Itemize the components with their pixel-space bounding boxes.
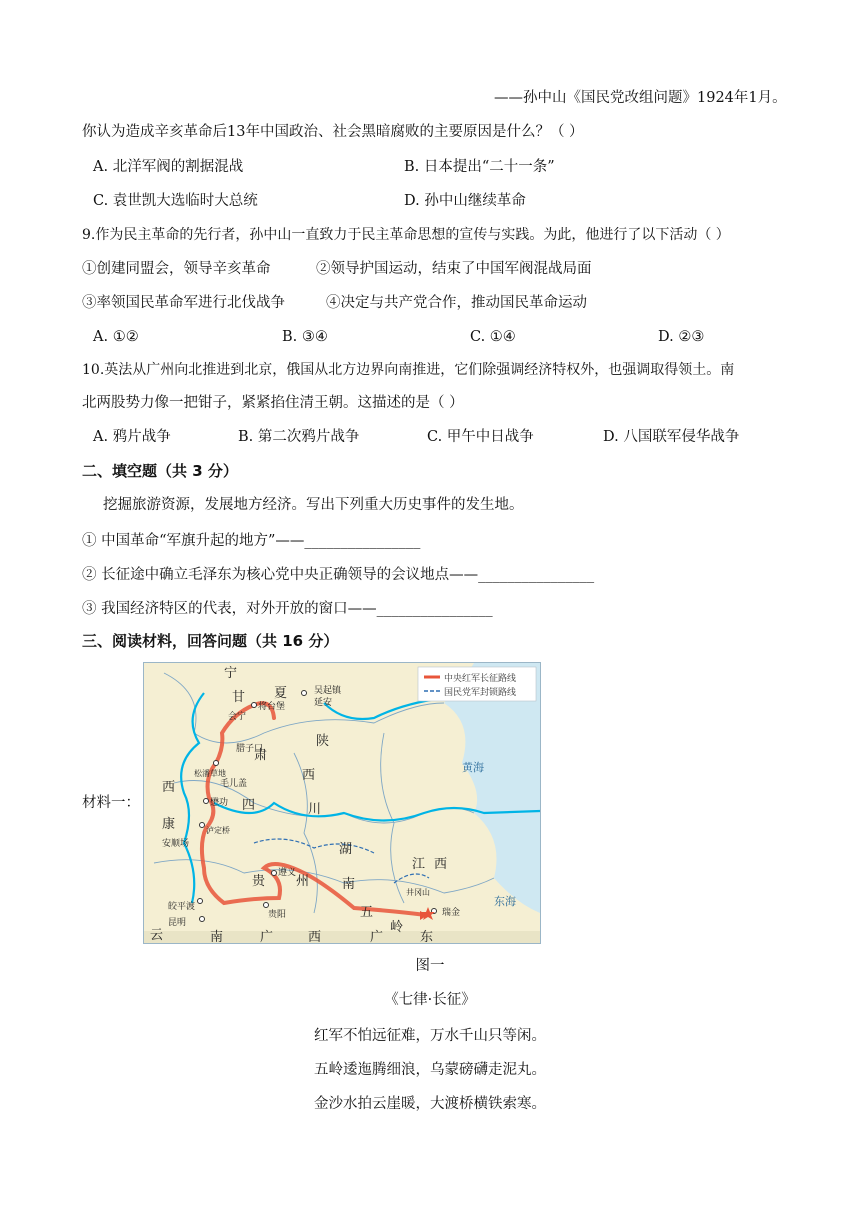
q8-option-d: D. 孙中山继续革命 xyxy=(404,193,526,209)
place-wuqizhen: 吴起镇 xyxy=(314,686,342,696)
q10-stem-line2: 北两股势力像一把钳子，紧紧掐住清王朝。这描述的是（ ） xyxy=(82,395,464,411)
legend-route: 中央红军长征路线 xyxy=(444,674,517,684)
province-hu: 湖 xyxy=(339,842,353,857)
place-maoergai: 毛儿盖 xyxy=(220,779,248,789)
place-ludingqiao: 泸定桥 xyxy=(206,826,230,835)
province-jiang: 江 xyxy=(412,857,426,872)
place-anshunchang: 安顺场 xyxy=(162,839,190,849)
q9-option-a: A. ①② xyxy=(93,329,139,345)
q8-stem: 你认为造成辛亥革命后13年中国政治、社会黑暗腐败的主要原因是什么？（ ） xyxy=(82,124,584,140)
place-guiyang: 贵阳 xyxy=(268,910,287,920)
q10-option-c: C. 甲午中日战争 xyxy=(427,429,534,445)
province-xi-kang: 西 xyxy=(162,780,176,795)
legend-blockade: 国民党军封锁路线 xyxy=(444,688,517,698)
q9-option-d: D. ②③ xyxy=(658,329,705,345)
province-xi-shaan: 西 xyxy=(302,768,316,783)
province-si: 四 xyxy=(242,798,256,813)
q10-option-b: B. 第二次鸦片战争 xyxy=(238,429,360,445)
province-guang-2: 广 xyxy=(370,930,384,943)
place-donghai: 东海 xyxy=(494,895,516,908)
q9-item-2: ②领导护国运动，结束了中国军阀混战局面 xyxy=(316,261,592,277)
place-yanan: 延安 xyxy=(314,698,333,708)
q8-option-a: A. 北洋军阀的割据混战 xyxy=(93,159,244,175)
q10-option-a: A. 鸦片战争 xyxy=(93,429,171,445)
province-chuan: 川 xyxy=(308,802,322,817)
section2-item-1: ① 中国革命“军旗升起的地方”——________________ xyxy=(82,533,421,549)
province-dong: 东 xyxy=(420,930,434,943)
province-kang: 康 xyxy=(162,817,176,832)
province-yun: 云 xyxy=(150,928,164,943)
q9-option-b: B. ③④ xyxy=(282,329,328,345)
label-ling: 岭 xyxy=(390,920,404,935)
section2-intro: 挖掘旅游资源，发展地方经济。写出下列重大历史事件的发生地。 xyxy=(103,497,524,513)
place-ruijin: 瑞金 xyxy=(442,908,461,918)
province-xi-guang: 西 xyxy=(308,930,322,943)
place-jinggangshan: 井冈山 xyxy=(406,888,430,897)
place-jiangtaibao: 将台堡 xyxy=(258,702,286,712)
province-nan-yun: 南 xyxy=(210,930,224,943)
place-songpan: 松潘草地 xyxy=(194,769,226,778)
q8-option-c: C. 袁世凯大选临时大总统 xyxy=(93,193,258,209)
province-zhou: 州 xyxy=(296,874,310,889)
place-jiaopingdu: 皎平渡 xyxy=(168,902,196,912)
q10-stem-line1: 10.英法从广州向北推进到北京，俄国从北方边界向南推进，它们除强调经济特权外，也强调取得领土。南 xyxy=(82,362,735,378)
q10-option-d: D. 八国联军侵华战争 xyxy=(603,429,740,445)
q9-item-4: ④决定与共产党合作，推动国民革命运动 xyxy=(326,295,587,311)
province-shaan: 陕 xyxy=(316,734,330,749)
figure-caption: 图一 xyxy=(415,958,445,974)
section2-item-3: ③ 我国经济特区的代表，对外开放的窗口——________________ xyxy=(82,601,493,617)
place-lazikou: 腊子口 xyxy=(236,744,264,754)
province-gan: 甘 xyxy=(232,690,246,705)
poem-line-3: 金沙水拍云崖暖，大渡桥横铁索寒。 xyxy=(314,1096,546,1112)
q9-item-1: ①创建同盟会，领导辛亥革命 xyxy=(82,261,271,277)
material1-label: 材料一： xyxy=(82,795,140,811)
section3-title: 三、阅读材料，回答问题（共 16 分） xyxy=(82,632,339,650)
section2-item-2: ② 长征途中确立毛泽东为核心党中央正确领导的会议地点——________________ xyxy=(82,567,595,583)
poem-line-2: 五岭逶迤腾细浪，乌蒙磅礴走泥丸。 xyxy=(314,1062,546,1078)
province-guang: 广 xyxy=(260,930,274,943)
quote-source: ——孙中山《国民党改组问题》1924年1月。 xyxy=(494,90,787,106)
long-march-map xyxy=(143,662,541,944)
section2-title: 二、填空题（共 3 分） xyxy=(82,462,238,480)
q9-option-c: C. ①④ xyxy=(470,329,516,345)
place-huining: 会宁 xyxy=(228,712,247,722)
province-nan-hu: 南 xyxy=(342,877,356,892)
q8-option-b: B. 日本提出“二十一条” xyxy=(404,159,555,175)
q9-stem: 9.作为民主革命的先行者，孙中山一直致力于民主革命思想的宣传与实践。为此，他进行了以下活动（ ） xyxy=(82,227,730,243)
place-huanghai: 黄海 xyxy=(462,761,484,774)
poem-line-1: 红军不怕远征难，万水千山只等闲。 xyxy=(314,1028,546,1044)
place-zunyi: 遵义 xyxy=(278,868,297,878)
province-xi-jiang: 西 xyxy=(434,857,448,872)
poem-title: 《七律·长征》 xyxy=(384,992,476,1008)
province-xia: 夏 xyxy=(274,686,288,701)
q9-item-3: ③率领国民革命军进行北伐战争 xyxy=(82,295,285,311)
province-su: 肃 xyxy=(254,748,268,763)
place-maogong: 懋功 xyxy=(210,798,229,808)
province-ning: 宁 xyxy=(224,666,238,681)
place-kunming: 昆明 xyxy=(168,918,187,928)
label-wu: 五 xyxy=(360,905,374,920)
province-gui: 贵 xyxy=(252,874,266,889)
